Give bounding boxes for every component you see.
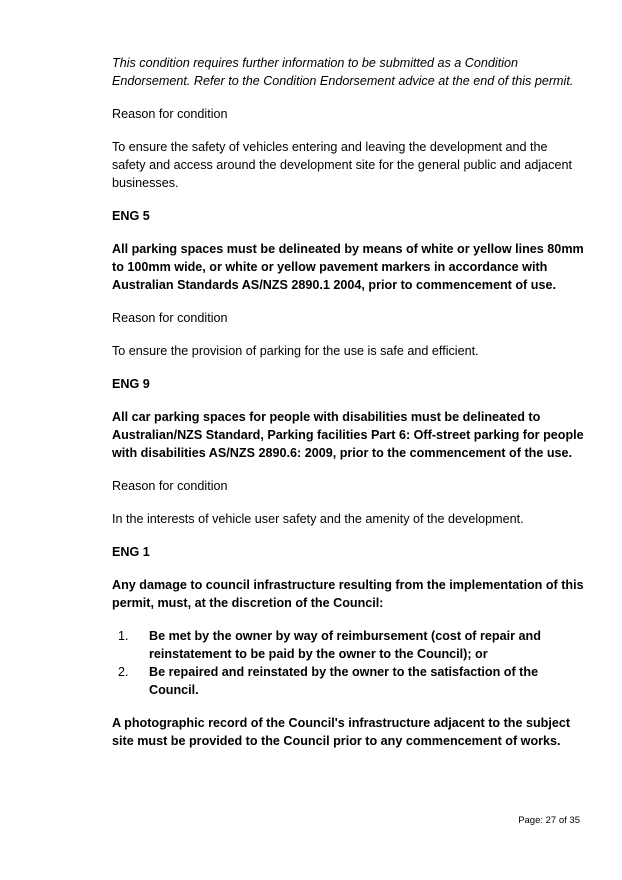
page-number: Page: 27 of 35 bbox=[518, 815, 580, 826]
list-item-number: 1. bbox=[118, 629, 129, 643]
eng5-condition: All parking spaces must be delineated by means of white or yellow lines 80mm to 100mm wide, or white or yellow pavement markers in accordance with Australian Standards AS/NZS 2890.1 2004, prior to commencement of use. bbox=[112, 242, 584, 292]
eng1-condition: Any damage to council infrastructure resulting from the implementation of this permit, must, at the discretion of the Council: bbox=[112, 578, 584, 610]
reason-label: Reason for condition bbox=[112, 107, 228, 121]
reason-label: Reason for condition bbox=[112, 479, 228, 493]
permit-content bbox=[112, 54, 584, 750]
eng9-condition: All car parking spaces for people with disabilities must be delineated to Australian/NZS Standard, Parking facilities Part 6: Off-street parking for people with disabilities AS/NZS 2890.6: 2009, prior to the commencement of the use. bbox=[112, 410, 584, 460]
list-item bbox=[112, 663, 584, 699]
reason-text: To ensure the provision of parking for the use is safe and efficient. bbox=[112, 344, 479, 358]
list-item-text: Be met by the owner by way of reimbursement (cost of repair and reinstatement to be paid by the owner to the Council); or bbox=[149, 629, 541, 661]
endorsement-note: This condition requires further information to be submitted as a Condition Endorsement. Refer to the Condition Endorsement advice at the end of this permit. bbox=[112, 56, 574, 88]
reason-label: Reason for condition bbox=[112, 311, 228, 325]
eng5-heading: ENG 5 bbox=[112, 209, 150, 223]
photo-record-condition: A photographic record of the Council's infrastructure adjacent to the subject site must be provided to the Council prior to any commencement of works. bbox=[112, 716, 571, 748]
eng1-options-list bbox=[112, 627, 584, 699]
reason-text: To ensure the safety of vehicles entering and leaving the development and the safety and access around the development site for the general public and adjacent businesses. bbox=[112, 140, 572, 190]
list-item-number: 2. bbox=[118, 665, 129, 679]
list-item-text: Be repaired and reinstated by the owner to the satisfaction of the Council. bbox=[149, 665, 539, 697]
list-item bbox=[112, 627, 584, 663]
eng9-heading: ENG 9 bbox=[112, 377, 150, 391]
eng1-heading: ENG 1 bbox=[112, 545, 150, 559]
reason-text: In the interests of vehicle user safety and the amenity of the development. bbox=[112, 512, 524, 526]
